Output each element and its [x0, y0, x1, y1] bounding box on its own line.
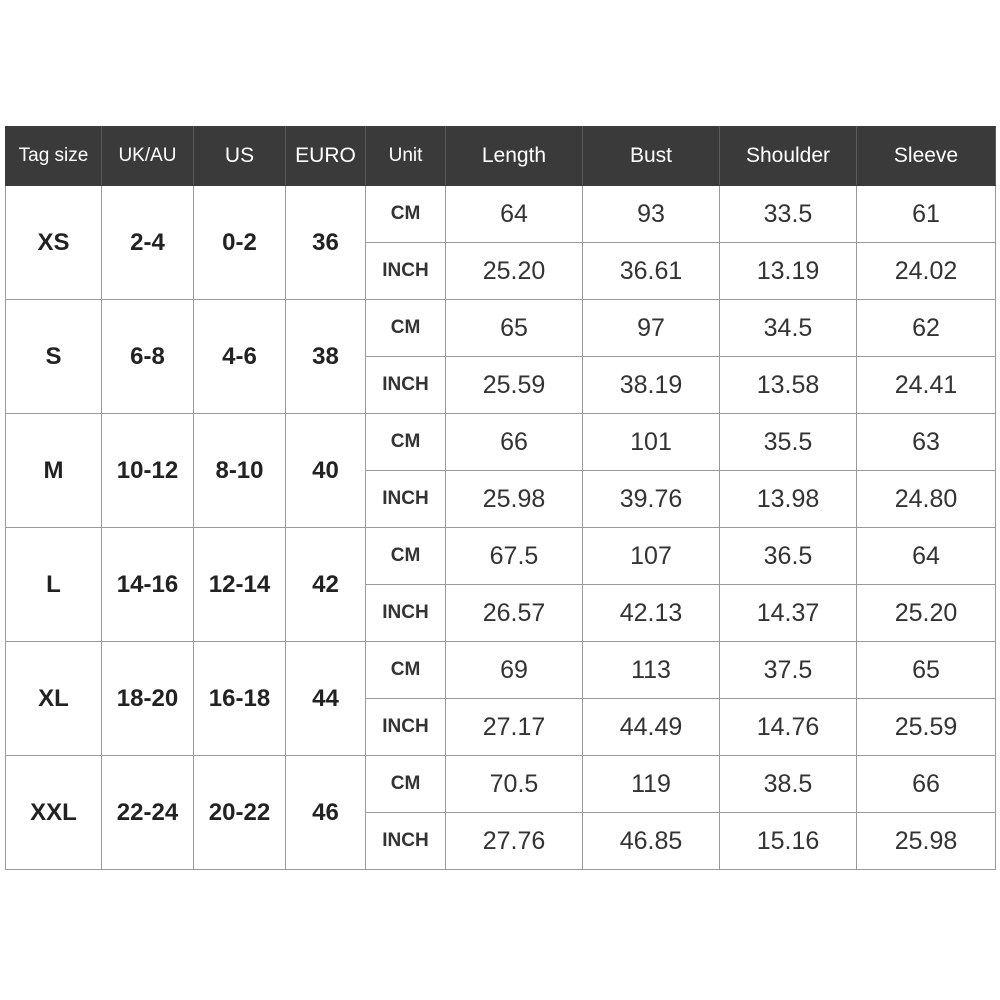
table-row	[6, 756, 996, 813]
uk-au-cell: 10-12	[102, 414, 194, 528]
shoulder-inch-cell: 15.16	[720, 813, 857, 870]
shoulder-inch-cell: 13.98	[720, 471, 857, 528]
sleeve-cm-cell: 62	[857, 300, 996, 357]
sleeve-inch-cell: 24.80	[857, 471, 996, 528]
length-cm-cell: 65	[446, 300, 583, 357]
unit-cm-cell: CM	[366, 414, 446, 471]
unit-cm-cell: CM	[366, 528, 446, 585]
sleeve-inch-cell: 25.20	[857, 585, 996, 642]
shoulder-cm-cell: 36.5	[720, 528, 857, 585]
bust-inch-cell: 42.13	[583, 585, 720, 642]
tag-size-cell: XL	[6, 642, 102, 756]
bust-inch-cell: 36.61	[583, 243, 720, 300]
shoulder-cm-cell: 38.5	[720, 756, 857, 813]
euro-cell: 38	[286, 300, 366, 414]
tag-size-cell: M	[6, 414, 102, 528]
header-uk-au: UK/AU	[102, 127, 194, 186]
tag-size-cell: S	[6, 300, 102, 414]
bust-inch-cell: 44.49	[583, 699, 720, 756]
shoulder-cm-cell: 37.5	[720, 642, 857, 699]
sleeve-cm-cell: 64	[857, 528, 996, 585]
length-inch-cell: 27.17	[446, 699, 583, 756]
bust-inch-cell: 38.19	[583, 357, 720, 414]
unit-cm-cell: CM	[366, 642, 446, 699]
tag-size-cell: XS	[6, 186, 102, 300]
unit-inch-cell: INCH	[366, 357, 446, 414]
table-row	[6, 186, 996, 243]
unit-inch-cell: INCH	[366, 471, 446, 528]
header-euro: EURO	[286, 127, 366, 186]
euro-cell: 42	[286, 528, 366, 642]
unit-inch-cell: INCH	[366, 699, 446, 756]
length-cm-cell: 66	[446, 414, 583, 471]
header-shoulder: Shoulder	[720, 127, 857, 186]
shoulder-cm-cell: 34.5	[720, 300, 857, 357]
header-unit: Unit	[366, 127, 446, 186]
tag-size-cell: XXL	[6, 756, 102, 870]
bust-cm-cell: 107	[583, 528, 720, 585]
shoulder-inch-cell: 13.19	[720, 243, 857, 300]
sleeve-inch-cell: 25.59	[857, 699, 996, 756]
us-cell: 8-10	[194, 414, 286, 528]
length-cm-cell: 69	[446, 642, 583, 699]
euro-cell: 44	[286, 642, 366, 756]
shoulder-inch-cell: 13.58	[720, 357, 857, 414]
unit-cm-cell: CM	[366, 186, 446, 243]
shoulder-cm-cell: 33.5	[720, 186, 857, 243]
unit-inch-cell: INCH	[366, 243, 446, 300]
length-inch-cell: 25.59	[446, 357, 583, 414]
euro-cell: 46	[286, 756, 366, 870]
sleeve-inch-cell: 24.02	[857, 243, 996, 300]
uk-au-cell: 22-24	[102, 756, 194, 870]
sleeve-inch-cell: 25.98	[857, 813, 996, 870]
header-row	[6, 127, 996, 186]
euro-cell: 40	[286, 414, 366, 528]
uk-au-cell: 2-4	[102, 186, 194, 300]
length-cm-cell: 70.5	[446, 756, 583, 813]
uk-au-cell: 6-8	[102, 300, 194, 414]
length-inch-cell: 25.20	[446, 243, 583, 300]
header-tag-size: Tag size	[6, 127, 102, 186]
header-us: US	[194, 127, 286, 186]
table-row	[6, 300, 996, 357]
bust-cm-cell: 113	[583, 642, 720, 699]
uk-au-cell: 18-20	[102, 642, 194, 756]
table-row	[6, 414, 996, 471]
length-inch-cell: 26.57	[446, 585, 583, 642]
bust-cm-cell: 93	[583, 186, 720, 243]
table-row	[6, 642, 996, 699]
sleeve-cm-cell: 63	[857, 414, 996, 471]
shoulder-inch-cell: 14.76	[720, 699, 857, 756]
sleeve-cm-cell: 61	[857, 186, 996, 243]
length-cm-cell: 67.5	[446, 528, 583, 585]
unit-cm-cell: CM	[366, 756, 446, 813]
shoulder-cm-cell: 35.5	[720, 414, 857, 471]
header-bust: Bust	[583, 127, 720, 186]
sleeve-cm-cell: 65	[857, 642, 996, 699]
header-sleeve: Sleeve	[857, 127, 996, 186]
us-cell: 16-18	[194, 642, 286, 756]
unit-cm-cell: CM	[366, 300, 446, 357]
euro-cell: 36	[286, 186, 366, 300]
bust-cm-cell: 101	[583, 414, 720, 471]
table-row	[6, 528, 996, 585]
bust-inch-cell: 46.85	[583, 813, 720, 870]
shoulder-inch-cell: 14.37	[720, 585, 857, 642]
us-cell: 12-14	[194, 528, 286, 642]
us-cell: 4-6	[194, 300, 286, 414]
length-inch-cell: 25.98	[446, 471, 583, 528]
bust-inch-cell: 39.76	[583, 471, 720, 528]
uk-au-cell: 14-16	[102, 528, 194, 642]
bust-cm-cell: 97	[583, 300, 720, 357]
length-inch-cell: 27.76	[446, 813, 583, 870]
sleeve-cm-cell: 66	[857, 756, 996, 813]
tag-size-cell: L	[6, 528, 102, 642]
us-cell: 20-22	[194, 756, 286, 870]
unit-inch-cell: INCH	[366, 813, 446, 870]
header-length: Length	[446, 127, 583, 186]
bust-cm-cell: 119	[583, 756, 720, 813]
sleeve-inch-cell: 24.41	[857, 357, 996, 414]
us-cell: 0-2	[194, 186, 286, 300]
size-chart-table	[5, 126, 996, 870]
unit-inch-cell: INCH	[366, 585, 446, 642]
length-cm-cell: 64	[446, 186, 583, 243]
